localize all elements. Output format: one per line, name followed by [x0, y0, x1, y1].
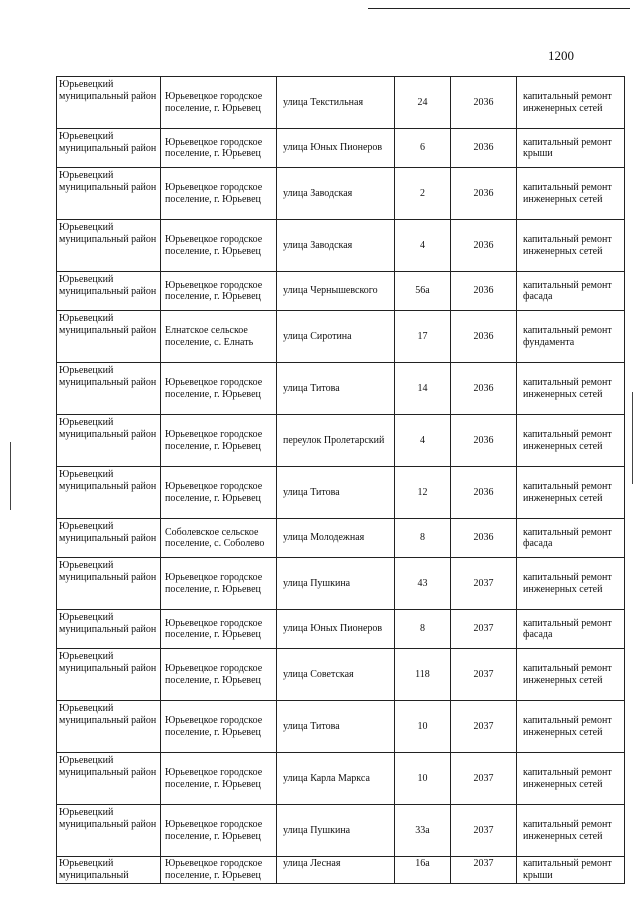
district-cell: Юрьевецкий муниципальный район [57, 129, 161, 168]
street-cell: улица Лесная [277, 857, 395, 884]
year-cell: 2036 [451, 129, 517, 168]
settlement-cell: Юрьевецкое городское поселение, г. Юрьевец [161, 558, 277, 610]
year-cell: 2036 [451, 220, 517, 272]
table-row [57, 272, 625, 311]
year-cell: 2037 [451, 610, 517, 649]
work-type-cell: капитальный ремонт инженерных сетей [517, 168, 625, 220]
street-cell: улица Сиротина [277, 311, 395, 363]
district-cell: Юрьевецкий муниципальный район [57, 519, 161, 558]
table-row [57, 701, 625, 753]
house-number-cell: 33а [395, 805, 451, 857]
district-cell: Юрьевецкий муниципальный район [57, 415, 161, 467]
district-cell: Юрьевецкий муниципальный район [57, 363, 161, 415]
settlement-cell: Соболевское сельское поселение, с. Соболево [161, 519, 277, 558]
year-cell: 2036 [451, 311, 517, 363]
year-cell: 2036 [451, 519, 517, 558]
settlement-cell: Елнатское сельское поселение, с. Елнать [161, 311, 277, 363]
house-number-cell: 16а [395, 857, 451, 884]
table-row [57, 558, 625, 610]
year-cell: 2036 [451, 363, 517, 415]
district-cell: Юрьевецкий муниципальный район [57, 753, 161, 805]
district-cell: Юрьевецкий муниципальный [57, 857, 161, 884]
year-cell: 2037 [451, 753, 517, 805]
work-type-cell: капитальный ремонт инженерных сетей [517, 415, 625, 467]
year-cell: 2036 [451, 77, 517, 129]
table-row [57, 363, 625, 415]
header-rule [368, 8, 630, 9]
street-cell: улица Советская [277, 649, 395, 701]
settlement-cell: Юрьевецкое городское поселение, г. Юрьевец [161, 805, 277, 857]
house-number-cell: 8 [395, 610, 451, 649]
house-number-cell: 6 [395, 129, 451, 168]
street-cell: улица Пушкина [277, 558, 395, 610]
settlement-cell: Юрьевецкое городское поселение, г. Юрьевец [161, 701, 277, 753]
table-row [57, 415, 625, 467]
year-cell: 2037 [451, 649, 517, 701]
year-cell: 2036 [451, 415, 517, 467]
house-number-cell: 14 [395, 363, 451, 415]
repair-schedule-table [56, 76, 625, 884]
street-cell: улица Чернышевского [277, 272, 395, 311]
district-cell: Юрьевецкий муниципальный район [57, 701, 161, 753]
work-type-cell: капитальный ремонт крыши [517, 129, 625, 168]
table-row [57, 311, 625, 363]
settlement-cell: Юрьевецкое городское поселение, г. Юрьевец [161, 220, 277, 272]
table-row [57, 857, 625, 884]
table-row [57, 168, 625, 220]
settlement-cell: Юрьевецкое городское поселение, г. Юрьевец [161, 610, 277, 649]
street-cell: улица Юных Пионеров [277, 610, 395, 649]
year-cell: 2036 [451, 168, 517, 220]
street-cell: улица Юных Пионеров [277, 129, 395, 168]
work-type-cell: капитальный ремонт инженерных сетей [517, 363, 625, 415]
house-number-cell: 4 [395, 220, 451, 272]
work-type-cell: капитальный ремонт фасада [517, 610, 625, 649]
district-cell: Юрьевецкий муниципальный район [57, 467, 161, 519]
work-type-cell: капитальный ремонт крыши [517, 857, 625, 884]
district-cell: Юрьевецкий муниципальный район [57, 272, 161, 311]
work-type-cell: капитальный ремонт инженерных сетей [517, 649, 625, 701]
settlement-cell: Юрьевецкое городское поселение, г. Юрьевец [161, 753, 277, 805]
work-type-cell: капитальный ремонт фасада [517, 272, 625, 311]
settlement-cell: Юрьевецкое городское поселение, г. Юрьевец [161, 857, 277, 884]
district-cell: Юрьевецкий муниципальный район [57, 77, 161, 129]
work-type-cell: капитальный ремонт инженерных сетей [517, 558, 625, 610]
margin-mark [10, 442, 11, 510]
table-row [57, 753, 625, 805]
year-cell: 2037 [451, 701, 517, 753]
work-type-cell: капитальный ремонт фасада [517, 519, 625, 558]
table-row [57, 649, 625, 701]
settlement-cell: Юрьевецкое городское поселение, г. Юрьевец [161, 129, 277, 168]
house-number-cell: 43 [395, 558, 451, 610]
street-cell: переулок Пролетарский [277, 415, 395, 467]
work-type-cell: капитальный ремонт инженерных сетей [517, 701, 625, 753]
house-number-cell: 10 [395, 753, 451, 805]
house-number-cell: 4 [395, 415, 451, 467]
street-cell: улица Титова [277, 363, 395, 415]
settlement-cell: Юрьевецкое городское поселение, г. Юрьевец [161, 168, 277, 220]
street-cell: улица Карла Маркса [277, 753, 395, 805]
street-cell: улица Молодежная [277, 519, 395, 558]
table-row [57, 467, 625, 519]
settlement-cell: Юрьевецкое городское поселение, г. Юрьевец [161, 77, 277, 129]
district-cell: Юрьевецкий муниципальный район [57, 558, 161, 610]
year-cell: 2036 [451, 272, 517, 311]
street-cell: улица Титова [277, 701, 395, 753]
work-type-cell: капитальный ремонт инженерных сетей [517, 77, 625, 129]
settlement-cell: Юрьевецкое городское поселение, г. Юрьевец [161, 363, 277, 415]
settlement-cell: Юрьевецкое городское поселение, г. Юрьевец [161, 415, 277, 467]
street-cell: улица Пушкина [277, 805, 395, 857]
settlement-cell: Юрьевецкое городское поселение, г. Юрьевец [161, 467, 277, 519]
work-type-cell: капитальный ремонт инженерных сетей [517, 220, 625, 272]
work-type-cell: капитальный ремонт фундамента [517, 311, 625, 363]
year-cell: 2037 [451, 558, 517, 610]
house-number-cell: 24 [395, 77, 451, 129]
district-cell: Юрьевецкий муниципальный район [57, 311, 161, 363]
house-number-cell: 8 [395, 519, 451, 558]
district-cell: Юрьевецкий муниципальный район [57, 220, 161, 272]
settlement-cell: Юрьевецкое городское поселение, г. Юрьевец [161, 272, 277, 311]
table-row [57, 129, 625, 168]
district-cell: Юрьевецкий муниципальный район [57, 610, 161, 649]
work-type-cell: капитальный ремонт инженерных сетей [517, 805, 625, 857]
house-number-cell: 17 [395, 311, 451, 363]
district-cell: Юрьевецкий муниципальный район [57, 168, 161, 220]
district-cell: Юрьевецкий муниципальный район [57, 805, 161, 857]
street-cell: улица Заводская [277, 220, 395, 272]
table-row [57, 519, 625, 558]
house-number-cell: 12 [395, 467, 451, 519]
house-number-cell: 2 [395, 168, 451, 220]
table-row [57, 77, 625, 129]
table-row [57, 220, 625, 272]
table-row [57, 610, 625, 649]
margin-mark [632, 392, 633, 484]
year-cell: 2037 [451, 857, 517, 884]
year-cell: 2037 [451, 805, 517, 857]
street-cell: улица Титова [277, 467, 395, 519]
settlement-cell: Юрьевецкое городское поселение, г. Юрьевец [161, 649, 277, 701]
district-cell: Юрьевецкий муниципальный район [57, 649, 161, 701]
street-cell: улица Заводская [277, 168, 395, 220]
house-number-cell: 56а [395, 272, 451, 311]
table-row [57, 805, 625, 857]
house-number-cell: 118 [395, 649, 451, 701]
page-number: 1200 [548, 48, 574, 63]
year-cell: 2036 [451, 467, 517, 519]
work-type-cell: капитальный ремонт инженерных сетей [517, 753, 625, 805]
street-cell: улица Текстильная [277, 77, 395, 129]
work-type-cell: капитальный ремонт инженерных сетей [517, 467, 625, 519]
house-number-cell: 10 [395, 701, 451, 753]
